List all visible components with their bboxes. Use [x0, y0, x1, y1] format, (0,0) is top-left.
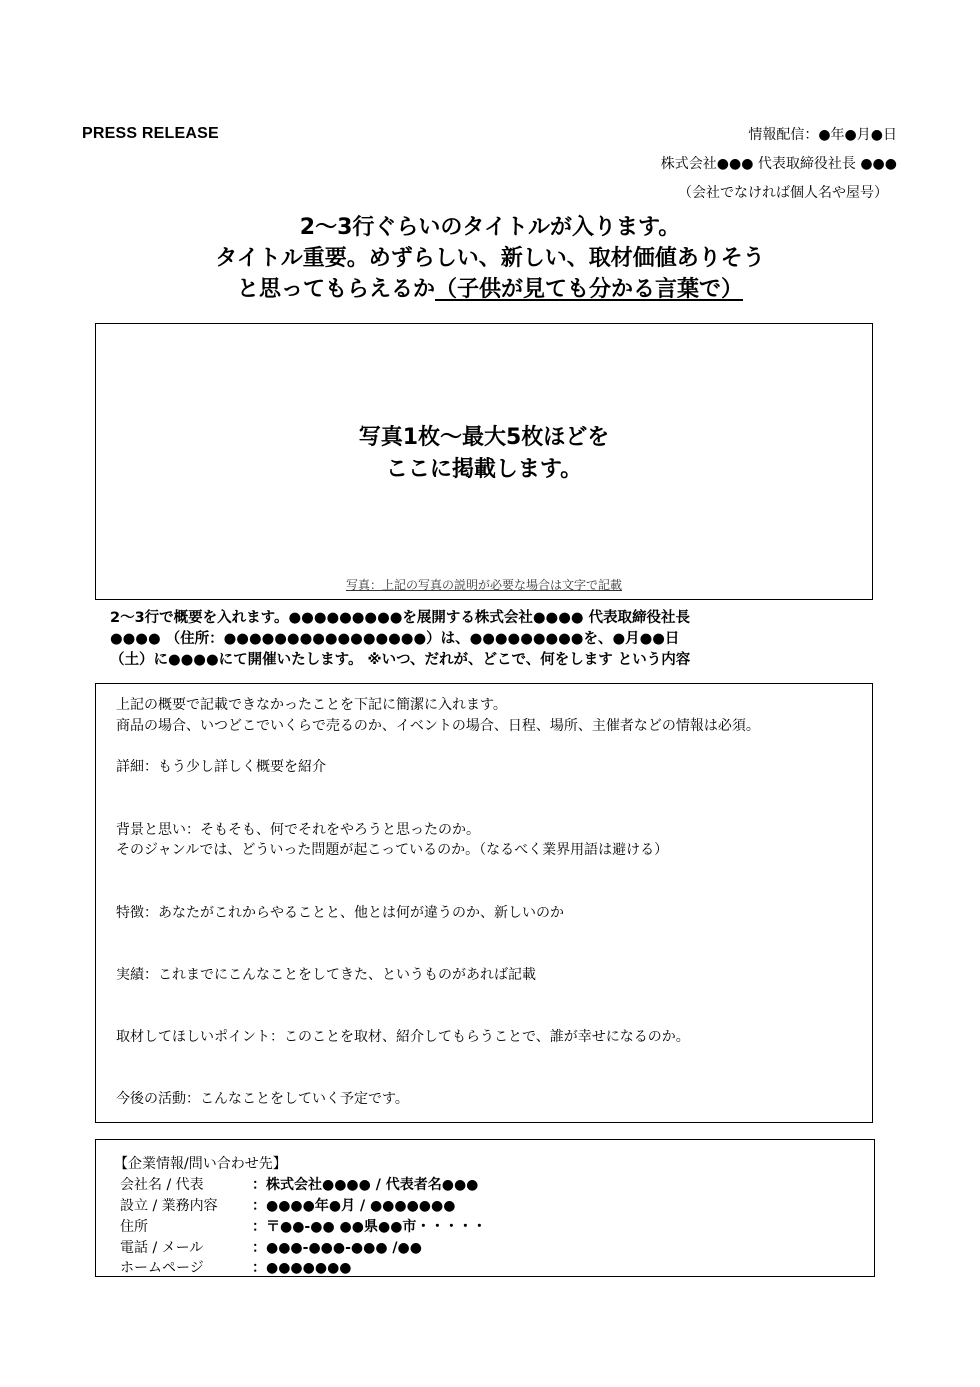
- release-date: 情報配信：●年●月●日: [748, 127, 897, 143]
- body-intro-line-1: 上記の概要で記載できなかったことを下記に簡潔に入れます。: [116, 697, 507, 713]
- info-row-address: [120, 1216, 486, 1236]
- info-value: ：●●●-●●●-●●● /●●: [252, 1240, 422, 1256]
- summary-line-1: 2〜3行で概要を入れます。●●●●●●●●●を展開する株式会社●●●● 代表取締役社長: [110, 610, 691, 626]
- photo-text-line-1: 写真1枚〜最大5枚ほどを: [358, 425, 610, 450]
- info-value: ：株式会社●●●● / 代表者名●●●: [252, 1177, 479, 1193]
- body-background-line-1: 背景と思い：そもそも、何でそれをやろうと思ったのか。: [116, 822, 480, 838]
- body-future: 今後の活動：こんなことをしていく予定です。: [116, 1091, 409, 1107]
- page-title: [0, 212, 980, 305]
- summary: [110, 608, 870, 671]
- title-line-2: タイトル重要。めずらしい、新しい、取材価値ありそう: [215, 246, 765, 271]
- info-value: ：〒●●-●● ●●県●●市・・・・・: [252, 1219, 487, 1235]
- body-details: 詳細：もう少し詳しく概要を紹介: [116, 759, 326, 775]
- info-row-contact: [120, 1237, 422, 1257]
- press-release-label: PRESS RELEASE: [82, 125, 219, 142]
- info-value: ：●●●●●●●: [252, 1260, 352, 1276]
- title-line-1: 2〜3行ぐらいのタイトルが入ります。: [299, 215, 681, 240]
- photo-caption: 写真：上記の写真の説明が必要な場合は文字で記載: [345, 578, 622, 592]
- info-value: ：●●●●年●月 / ●●●●●●●: [252, 1198, 456, 1214]
- title-line-3-plain: と思ってもらえるか: [236, 277, 435, 302]
- photo-placeholder-text: [96, 422, 872, 486]
- info-label: 設立 / 業務内容: [120, 1198, 218, 1214]
- info-label: 会社名 / 代表: [120, 1177, 204, 1193]
- body-background-line-2: そのジャンルでは、どういった問題が起こっているのか。（なるべく業界用語は避ける）: [116, 842, 669, 858]
- photo-placeholder: [95, 323, 873, 600]
- info-label: 電話 / メール: [120, 1240, 204, 1256]
- body-features: 特徴：あなたがこれからやることと、他とは何が違うのか、新しいのか: [116, 905, 564, 921]
- info-label: 住所: [120, 1219, 148, 1235]
- photo-text-line-2: ここに掲載します。: [385, 457, 583, 482]
- body-intro-line-2: 商品の場合、いつどこでいくらで売るのか、イベントの場合、日程、場所、主催者などの情報は必須。: [116, 718, 760, 734]
- info-row-established: [120, 1195, 455, 1215]
- info-row-homepage: [120, 1257, 352, 1277]
- company-representative: 株式会社●●● 代表取締役社長 ●●●: [660, 156, 897, 172]
- title-line-3: [0, 274, 980, 305]
- title-line-3-underlined: （子供が見ても分かる言葉で）: [435, 277, 744, 302]
- body-points: 取材してほしいポイント：このことを取材、紹介してもらうことで、誰が幸せになるのか。: [116, 1029, 690, 1045]
- body-content-box: [95, 683, 873, 1123]
- info-label: ホームページ: [120, 1260, 204, 1276]
- company-info-box: [95, 1139, 875, 1277]
- body-achievements: 実績：これまでにこんなことをしてきた、というものがあれば記載: [116, 967, 536, 983]
- summary-line-3: （土）に●●●●にて開催いたします。 ※いつ、だれが、どこで、何をします という内容: [110, 652, 691, 668]
- summary-line-2: ●●●● （住所：●●●●●●●●●●●●●●●●）は、●●●●●●●●●を、●月●●日: [110, 631, 680, 647]
- company-note: （会社でなければ個人名や屋号）: [678, 185, 888, 201]
- company-info-heading: 【企業情報/問い合わせ先】: [114, 1156, 287, 1172]
- info-row-company: [120, 1174, 478, 1194]
